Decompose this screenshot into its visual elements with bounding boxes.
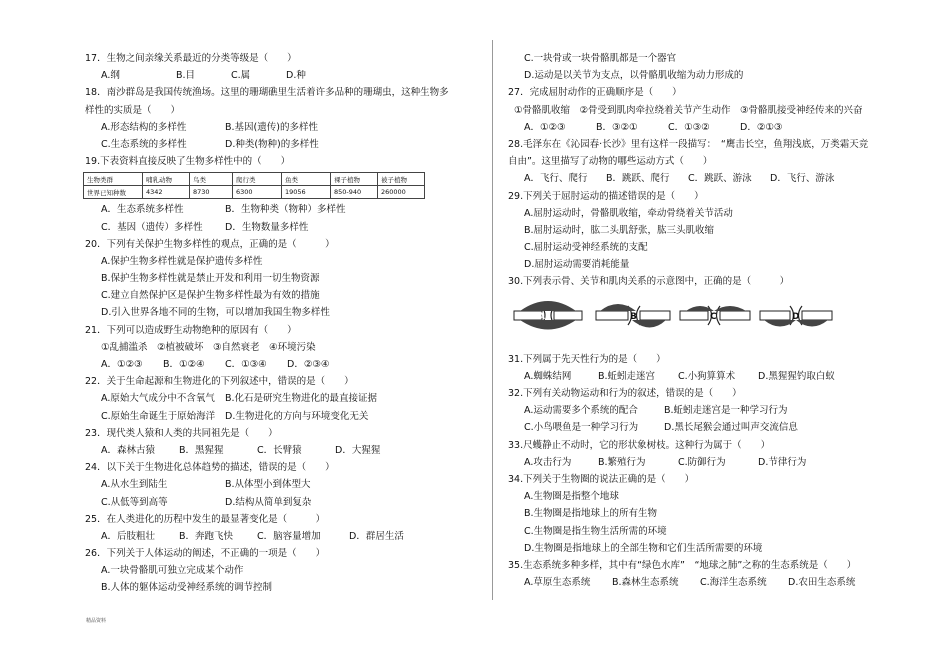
q28-option-c: C．跳跃、游泳	[688, 173, 752, 185]
table-cell: 鸟类	[190, 173, 233, 186]
table-cell: 850-940	[331, 186, 378, 199]
page-footer: 精品资料	[86, 618, 107, 624]
table-cell: 鱼类	[282, 173, 331, 186]
q20-option-c: C.建立自然保护区是保护生物多样性最为有效的措施	[101, 290, 320, 302]
table-cell: 爬行类	[233, 173, 282, 186]
q28-option-b: B．跳跃、爬行	[606, 173, 670, 185]
q35-option-c: C.海洋生态系统	[700, 577, 767, 589]
right-column	[508, 50, 903, 591]
q34-option-a: A.生物圈是指整个地球	[524, 491, 619, 503]
q17-option-a: A.纲	[101, 70, 120, 82]
q35-option-b: B.森林生态系统	[612, 577, 679, 589]
table-cell: 世界已知种数	[84, 186, 143, 199]
q22-stem: 22．关于生命起源和生物进化的下列叙述中，错误的是（ ）	[85, 376, 354, 388]
q28-stem-2: 自由”。这里描写了动物的哪些运动方式（ ）	[508, 156, 713, 168]
q23-options	[85, 442, 480, 459]
q32-option-b: B.蚯蚓走迷宫是一种学习行为	[664, 405, 788, 417]
q33-option-b: B.繁殖行为	[598, 456, 646, 468]
q23-option-c: C．长臂猿	[257, 444, 302, 456]
q29-option-c: C.屈肘运动受神经系统的支配	[524, 242, 648, 254]
table-cell: 260000	[378, 186, 425, 199]
q18-option-c: C.生态系统的多样性	[101, 138, 187, 150]
q17-stem: 17．生物之间亲缘关系最近的分类等级是（ ）	[85, 53, 297, 64]
q24-option-b: B.从体型小到体型大	[225, 479, 311, 491]
q25-stem: 25．在人类进化的历程中发生的最显著变化是（ ）	[85, 513, 326, 525]
q24-option-d: D.结构从简单到复杂	[225, 496, 312, 508]
q32-option-c: C.小鸟喂鱼是一种学习行为	[524, 422, 639, 434]
q28-option-a: A．飞行、爬行	[524, 173, 588, 185]
q19-options-ab	[85, 201, 480, 218]
q18-stem-1: 18．南沙群岛是我国传统渔场。这里的珊瑚礁里生活着许多品种的珊瑚虫，这种生物多	[85, 87, 449, 99]
q31-stem: 31.下列属于先天性行为的是（ ）	[508, 353, 666, 365]
q18-option-b: B.基因(遗传)的多样性	[225, 121, 318, 133]
q32-stem: 32.下列有关动物运动和行为的叙述，错误的是（ ）	[508, 388, 742, 399]
diagram-label-c: C	[710, 311, 717, 322]
diagram-panel-d	[760, 306, 832, 327]
q27-items: ①骨骼肌收缩 ②骨受到肌肉牵拉绕着关节产生动作 ③骨骼肌接受神经传来的兴奋	[514, 104, 863, 116]
q27-options	[508, 119, 903, 136]
q19-option-a: A．生态系统多样性	[101, 204, 184, 216]
q27-stem: 27．完成屈肘动作的正确顺序是（ ）	[508, 87, 682, 99]
q22-option-a: A.原始大气成分中不含氧气	[101, 393, 215, 405]
q18-option-a: A.形态结构的多样性	[101, 121, 187, 133]
table-cell: 裸子植物	[331, 173, 378, 186]
q27-option-d: D．②①③	[740, 121, 783, 133]
q25-option-a: A．后肢粗壮	[101, 530, 155, 542]
q34-option-b: B.生物圈是指地球上的所有生物	[524, 508, 658, 520]
table-header-row	[84, 173, 425, 186]
q26-option-b: B.人体的躯体运动受神经系统的调节控制	[101, 582, 273, 594]
q18-stem-2: 样性的实质是（ ）	[85, 104, 181, 116]
q35-option-d: D.农田生态系统	[788, 577, 856, 589]
table-cell: 19056	[282, 186, 331, 199]
q18-options-cd	[85, 136, 480, 153]
q19-option-c: C．基因（遗传）多样性	[101, 221, 203, 233]
q26-option-c: C.一块骨或一块骨骼肌都是一个器官	[524, 53, 677, 64]
q33-stem: 33.尺蠖静止不动时，它的形状象树枝。这种行为属于（ ）	[508, 439, 771, 451]
q23-option-d: D．大猩猩	[335, 444, 381, 456]
q33-option-c: C.防御行为	[678, 456, 726, 468]
q23-option-a: A．森林古猿	[101, 444, 155, 456]
diagram-panel-a	[514, 301, 582, 330]
q18-options-ab	[85, 119, 480, 136]
table-row	[84, 186, 425, 199]
table-cell: 6300	[233, 186, 282, 199]
q24-stem: 24．以下关于生物进化总体趋势的描述，错误的是（ ）	[85, 462, 335, 474]
q34-option-d: D.生物圈是指地球上的全部生物和它们生活所需要的环境	[524, 542, 763, 554]
species-table	[83, 172, 425, 199]
diagram-label-a: A	[538, 311, 545, 322]
diagram-label-b: B	[630, 311, 637, 322]
q21-option-d: D．②③④	[287, 359, 330, 370]
q17-option-b: B.目	[176, 70, 196, 82]
diagram-panel-c	[680, 306, 750, 325]
q31-options	[508, 368, 903, 385]
q17-option-d: D.种	[286, 70, 306, 82]
q21-items: ①乱捕滥杀 ②植被破坏 ③自然衰老 ④环境污染	[101, 341, 316, 353]
q26-option-d: D.运动是以关节为支点，以骨骼肌收缩为动力形成的	[524, 70, 744, 82]
q26-option-a: A.一块骨骼肌可独立完成某个动作	[101, 565, 244, 577]
q27-option-c: C．①③②	[668, 121, 710, 133]
q24-option-c: C.从低等到高等	[101, 496, 168, 508]
q28-options	[508, 170, 903, 187]
q21-stem: 21．下列可以造成野生动物绝种的原因有（ ）	[85, 324, 297, 336]
q33-option-d: D.节律行为	[758, 456, 807, 468]
q20-stem: 20．下列有关保护生物多样性的观点，正确的是（ ）	[85, 238, 335, 250]
q24-options-cd	[85, 494, 480, 511]
q33-options	[508, 454, 903, 471]
q19-option-b: B．生物种类（物种）多样性	[225, 204, 346, 216]
q17-options	[85, 67, 480, 84]
q25-option-b: B．奔跑飞快	[179, 530, 234, 542]
q32-option-a: A.运动需要多个系统的配合	[524, 405, 638, 417]
q32-options-ab	[508, 402, 903, 419]
q32-options-cd	[508, 419, 903, 436]
q27-option-a: A．①②③	[524, 121, 566, 133]
q29-option-a: A.屈肘运动时，骨骼肌收缩，牵动骨绕着关节活动	[524, 207, 733, 219]
q23-stem: 23．现代类人猿和人类的共同祖先是（ ）	[85, 427, 278, 439]
diagram-label-d: D	[792, 311, 800, 322]
q18-option-d: D.种类(物种)的多样性	[225, 138, 319, 150]
q19-stem: 19.下表资料直接反映了生物多样性中的（ ）	[85, 156, 291, 168]
q29-option-b: B.屈肘运动时，肱二头肌舒张，肱三头肌收缩	[524, 224, 715, 236]
table-cell: 哺乳动物	[143, 173, 190, 186]
left-column	[85, 50, 480, 597]
q20-option-b: B.保护生物多样性就是禁止开发和利用一切生物资源	[101, 273, 320, 285]
q23-option-b: B．黑猩猩	[179, 444, 224, 456]
q21-options	[85, 356, 480, 373]
q31-option-c: C.小狗算算术	[678, 370, 736, 382]
q27-option-b: B．③②①	[596, 121, 638, 133]
q33-option-a: A.攻击行为	[524, 456, 572, 468]
q29-stem: 29.下列关于屈肘运动的描述错误的是（ ）	[508, 190, 704, 202]
bone-joint-muscle-diagram	[508, 293, 838, 345]
q21-option-b: B．①②④	[163, 359, 205, 370]
q19-options-cd	[85, 219, 480, 236]
q29-option-d: D.屈肘运动需要消耗能量	[524, 259, 630, 271]
table-cell: 被子植物	[378, 173, 425, 186]
q32-option-d: D.黑长尾猴会通过叫声交流信息	[664, 422, 798, 434]
diagram-panel-b	[596, 304, 670, 328]
q20-option-d: D.引入世界各地不同的生物，可以增加我国生物多样性	[101, 307, 330, 319]
q22-options-cd	[85, 408, 480, 425]
q24-options-ab	[85, 476, 480, 493]
q21-option-c: C．①③④	[225, 359, 267, 370]
muscle-joint-figure	[508, 293, 903, 345]
q25-option-c: C．脑容量增加	[257, 530, 321, 542]
q25-options	[85, 528, 480, 545]
q26-stem: 26．下列关于人体运动的阐述，不正确的一项是（ ）	[85, 548, 326, 560]
q35-options	[508, 574, 903, 591]
q17-option-c: C.属	[231, 70, 251, 82]
q31-option-d: D.黑猩猩钓取白蚁	[758, 370, 835, 382]
column-divider	[492, 40, 493, 600]
table-cell: 8730	[190, 186, 233, 199]
table-cell: 生物类群	[84, 173, 143, 186]
q24-option-a: A.从水生到陆生	[101, 479, 168, 491]
q35-stem: 35.生态系统多种多样，其中有“绿色水库” “地球之肺”之称的生态系统是（ ）	[508, 559, 857, 571]
q35-option-a: A.草原生态系统	[524, 577, 591, 589]
q25-option-d: D．群居生活	[349, 530, 404, 542]
q22-options-ab	[85, 390, 480, 407]
q28-option-d: D．飞行、游泳	[770, 173, 835, 185]
q21-option-a: A．①②③	[101, 359, 143, 370]
q31-option-b: B.蚯蚓走迷宫	[598, 370, 656, 382]
q22-option-c: C.原始生命诞生于原始海洋	[101, 410, 216, 422]
q34-stem: 34.下列关于生物圈的说法正确的是（ ）	[508, 473, 695, 485]
q19-option-d: D．生物数量多样性	[225, 221, 309, 233]
q20-option-a: A.保护生物多样性就是保护遗传多样性	[101, 255, 263, 267]
q31-option-a: A.蜘蛛结网	[524, 370, 572, 382]
table-cell: 4342	[143, 186, 190, 199]
q34-option-c: C.生物圈是指生物生活所需的环境	[524, 525, 667, 537]
q28-stem-1: 28.毛泽东在《沁园春·长沙》里有这样一段描写： “鹰击长空，鱼翔浅底，万类霜天竞	[508, 138, 869, 150]
q22-option-d: D.生物进化的方向与环境变化无关	[225, 410, 369, 422]
q22-option-b: B.化石是研究生物进化的最直接证据	[225, 393, 378, 405]
q30-stem: 30.下列表示骨、关节和肌肉关系的示意图中，正确的是（ ）	[508, 276, 790, 288]
